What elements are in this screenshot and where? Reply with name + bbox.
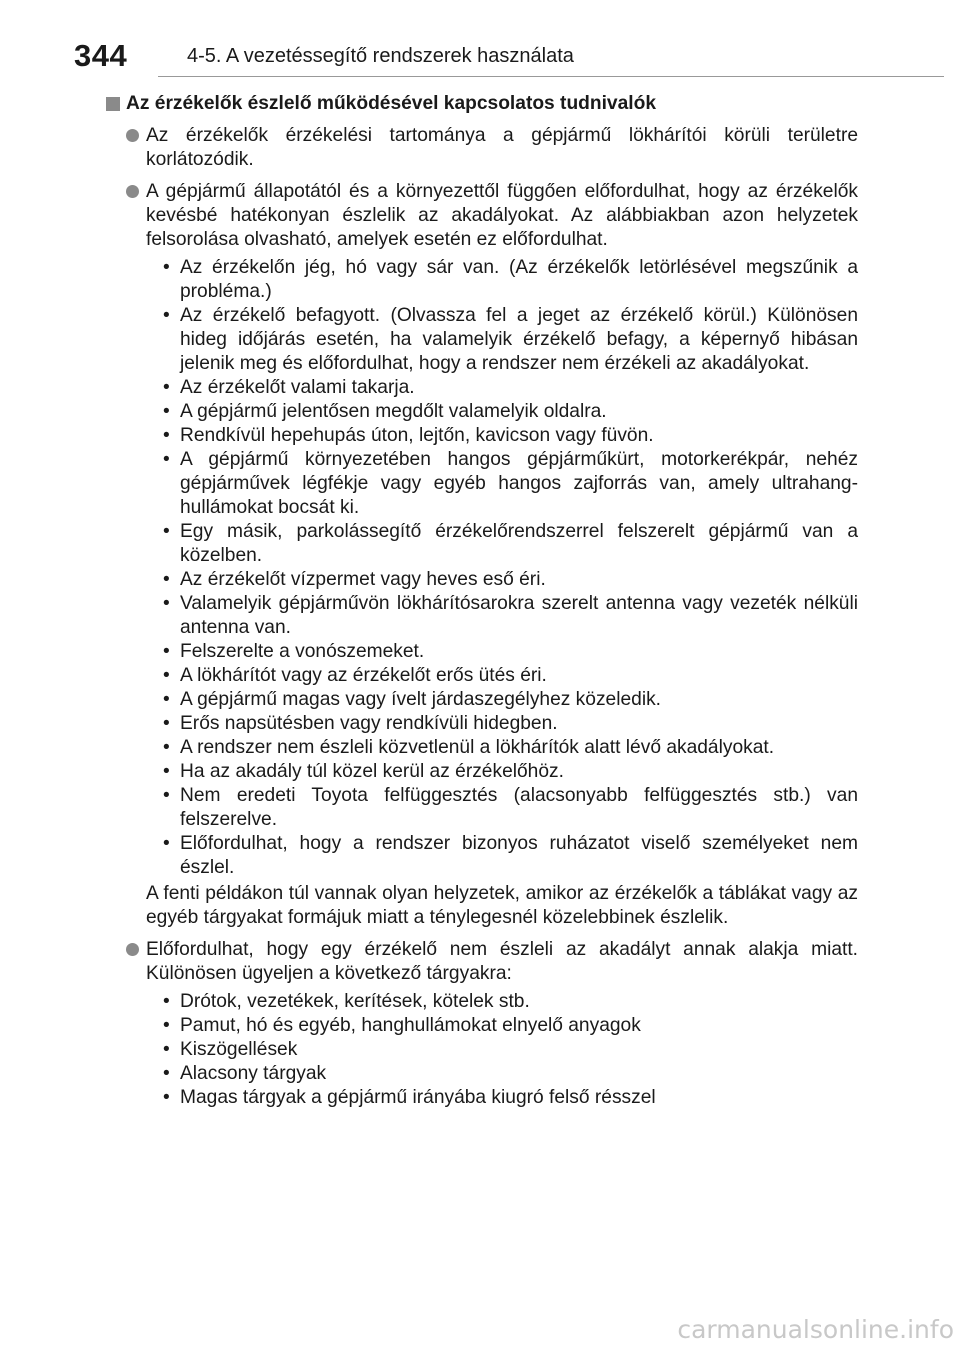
list-item: • Magas tárgyak a gépjármű irányába kiugró felső résszel [163, 1086, 858, 1110]
section-title-text: Az érzékelők észlelő működésével kapcsolatos tudnivalók [126, 93, 656, 114]
section-title [106, 92, 858, 116]
dot-list [146, 990, 858, 1110]
watermark: carmanualsonline.info [677, 1315, 954, 1344]
list-item: • Az érzékelő befagyott. (Olvassza fel a jeget az érzékelő körül.) Különösen hideg időjárás esetén, ha valamelyik érzékelő befagy, a képernyő hibásan jelenik meg és előfordulhat, hogy a rendszer nem érzékeli az akadályokat. [163, 304, 858, 376]
list-item: • Előfordulhat, hogy a rendszer bizonyos ruházatot viselő személyeket nem észlel. [163, 832, 858, 880]
list-item: • Ha az akadály túl közel kerül az érzékelőhöz. [163, 760, 858, 784]
list-item: • Nem eredeti Toyota felfüggesztés (alacsonyabb felfüggesztés stb.) van felszerelve. [163, 784, 858, 832]
circle-item-2 [106, 180, 858, 930]
list-item: • Pamut, hó és egyéb, hanghullámokat elnyelő anyagok [163, 1014, 858, 1038]
content [106, 92, 858, 1118]
circle-bullet-icon [126, 129, 139, 142]
list-item: • Az érzékelőn jég, hó vagy sár van. (Az érzékelők letörlésével megszűnik a probléma.) [163, 256, 858, 304]
note-text: A fenti példákon túl vannak olyan helyzetek, amikor az érzékelők a táblákat vagy az egyéb tárgyakat formájuk miatt a ténylegesnél közelebbinek észlelik. [146, 883, 858, 928]
list-item: • Drótok, vezetékek, kerítések, kötelek stb. [163, 990, 858, 1014]
list-item: • Erős napsütésben vagy rendkívüli hidegben. [163, 712, 858, 736]
list-item: • A lökhárítót vagy az érzékelőt erős ütés éri. [163, 664, 858, 688]
page-header [74, 38, 860, 78]
circle-item-3 [106, 938, 858, 1110]
item-text: Az érzékelők érzékelési tartománya a gépjármű lökhárítói körüli területre korlátozódik. [146, 125, 858, 170]
list-item: • Kiszögellések [163, 1038, 858, 1062]
square-bullet-icon [106, 97, 120, 111]
chapter-title: 4-5. A vezetéssegítő rendszerek használata [187, 45, 574, 67]
circle-bullet-icon [126, 185, 139, 198]
list-item: • Az érzékelőt valami takarja. [163, 376, 858, 400]
item-text: A gépjármű állapotától és a környezettől függően előfordulhat, hogy az érzékelők kevésbé hatékonyan észlelik az akadályokat. Az alábbiakban azon helyzetek felsorolása olvasható, amelyek esetén ez előfordulhat. [146, 181, 858, 250]
page-number: 344 [74, 38, 128, 73]
list-item: • A gépjármű környezetében hangos gépjárműkürt, motorkerékpár, nehéz gépjárművek légfékje vagy egyéb hangos zajforrás van, amely ultrahanghullámokat bocsát ki. [163, 448, 858, 520]
list-item: • A gépjármű magas vagy ívelt járdaszegélyhez közeledik. [163, 688, 858, 712]
item-text: Előfordulhat, hogy egy érzékelő nem észleli az akadályt annak alakja miatt. Különösen ügyeljen a következő tárgyakra: [146, 939, 858, 984]
list-item: • Alacsony tárgyak [163, 1062, 858, 1086]
list-item: • Egy másik, parkolássegítő érzékelőrendszerrel felszerelt gépjármű van a közelben. [163, 520, 858, 568]
list-item: • Valamelyik gépjárművön lökhárítósarokra szerelt antenna vagy vezeték nélküli antenna van. [163, 592, 858, 640]
header-rule [158, 76, 944, 77]
list-item: • A gépjármű jelentősen megdőlt valamelyik oldalra. [163, 400, 858, 424]
list-item: • A rendszer nem észleli közvetlenül a lökhárítók alatt lévő akadályokat. [163, 736, 858, 760]
circle-item-1 [106, 124, 858, 172]
circle-bullet-icon [126, 943, 139, 956]
list-item: • Felszerelte a vonószemeket. [163, 640, 858, 664]
list-item: • Rendkívül hepehupás úton, lejtőn, kavicson vagy füvön. [163, 424, 858, 448]
list-item: • Az érzékelőt vízpermet vagy heves eső éri. [163, 568, 858, 592]
dot-list [146, 256, 858, 880]
